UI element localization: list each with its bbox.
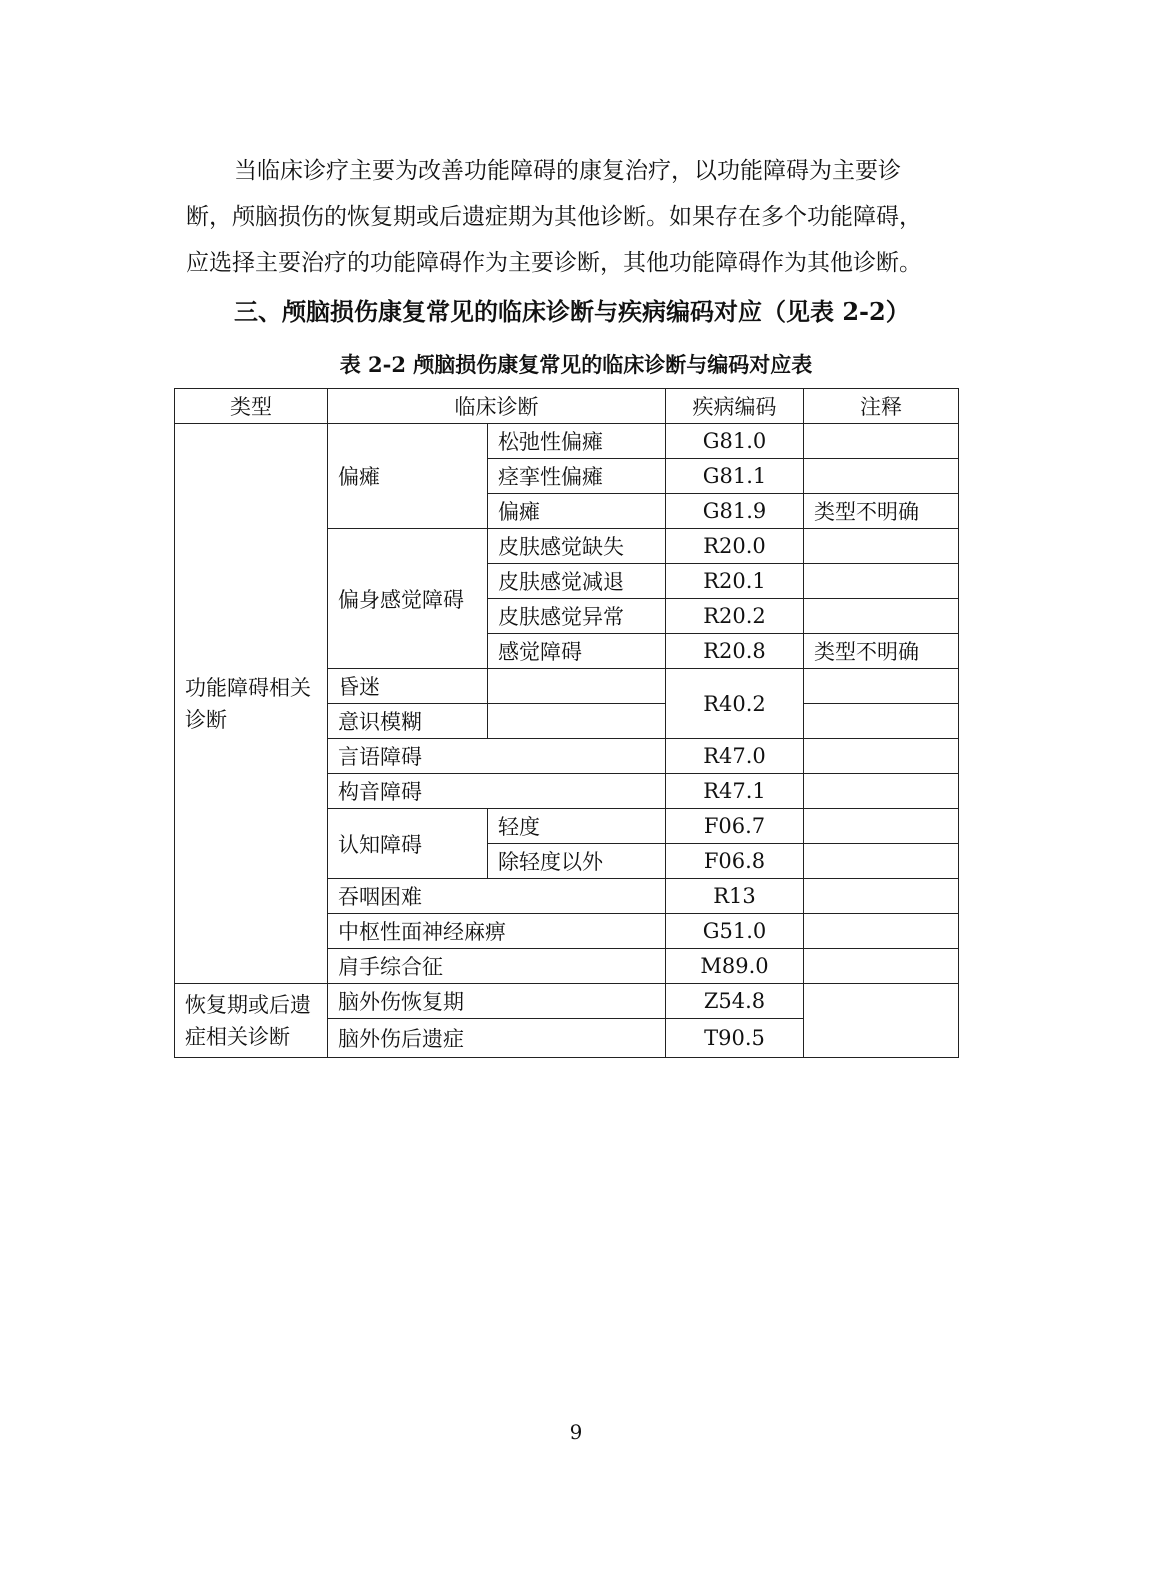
- empty-cell: [488, 669, 666, 704]
- disease-code: R20.2: [666, 599, 804, 634]
- table-header-row: [175, 389, 959, 424]
- sub-diagnosis: 除轻度以外: [488, 844, 666, 879]
- disease-code: F06.8: [666, 844, 804, 879]
- disease-code: G81.9: [666, 494, 804, 529]
- disease-code: R20.0: [666, 529, 804, 564]
- disease-code: M89.0: [666, 949, 804, 984]
- sub-diagnosis: 皮肤感觉异常: [488, 599, 666, 634]
- sub-diagnosis: 偏瘫: [488, 494, 666, 529]
- note: [804, 739, 959, 774]
- note: [804, 914, 959, 949]
- diagnosis: 脑外伤恢复期: [328, 984, 666, 1019]
- table-caption: 表 2-2 颅脑损伤康复常见的临床诊断与编码对应表: [339, 352, 813, 377]
- diagnosis: 吞咽困难: [328, 879, 666, 914]
- disease-code: R20.1: [666, 564, 804, 599]
- note: [804, 704, 959, 739]
- type-recovery: 恢复期或后遗症相关诊断: [175, 984, 328, 1058]
- body-paragraph: [186, 148, 956, 286]
- sub-diagnosis: 皮肤感觉缺失: [488, 529, 666, 564]
- disease-code: G81.0: [666, 424, 804, 459]
- note: [804, 844, 959, 879]
- disease-code: T90.5: [666, 1019, 804, 1058]
- diagnosis-group-cognitive: 认知障碍: [328, 809, 488, 879]
- note: [804, 669, 959, 704]
- diagnosis: 言语障碍: [328, 739, 666, 774]
- disease-code: Z54.8: [666, 984, 804, 1019]
- header-type: 类型: [175, 389, 328, 424]
- diagnosis: 脑外伤后遗症: [328, 1019, 666, 1058]
- note: 类型不明确: [804, 494, 959, 529]
- disease-code: F06.7: [666, 809, 804, 844]
- note: [804, 424, 959, 459]
- diagnosis-group-sensory: 偏身感觉障碍: [328, 529, 488, 669]
- empty-cell: [488, 704, 666, 739]
- table-row: [175, 424, 959, 459]
- diagnosis-code-table: [174, 388, 959, 1058]
- note: [804, 564, 959, 599]
- header-note: 注释: [804, 389, 959, 424]
- diagnosis: 意识模糊: [328, 704, 488, 739]
- sub-diagnosis: 感觉障碍: [488, 634, 666, 669]
- sub-diagnosis: 松弛性偏瘫: [488, 424, 666, 459]
- note: [804, 529, 959, 564]
- disease-code: R20.8: [666, 634, 804, 669]
- diagnosis-group-hemiplegia: 偏瘫: [328, 424, 488, 529]
- sub-diagnosis: 皮肤感觉减退: [488, 564, 666, 599]
- diagnosis: 昏迷: [328, 669, 488, 704]
- table-row: [175, 984, 959, 1019]
- diagnosis: 构音障碍: [328, 774, 666, 809]
- note: [804, 949, 959, 984]
- diagnosis: 肩手综合征: [328, 949, 666, 984]
- sub-diagnosis: 痉挛性偏瘫: [488, 459, 666, 494]
- note: 类型不明确: [804, 634, 959, 669]
- header-diagnosis: 临床诊断: [328, 389, 666, 424]
- type-functional: 功能障碍相关诊断: [175, 424, 328, 984]
- disease-code: G51.0: [666, 914, 804, 949]
- disease-code: R47.0: [666, 739, 804, 774]
- sub-diagnosis: 轻度: [488, 809, 666, 844]
- disease-code: R13: [666, 879, 804, 914]
- section-heading: 三、颅脑损伤康复常见的临床诊断与疾病编码对应（见表 2-2）: [234, 297, 910, 326]
- note: [804, 984, 959, 1058]
- note: [804, 879, 959, 914]
- disease-code: G81.1: [666, 459, 804, 494]
- disease-code: R40.2: [666, 669, 804, 739]
- disease-code: R47.1: [666, 774, 804, 809]
- paragraph-line: 应选择主要治疗的功能障碍作为主要诊断，其他功能障碍作为其他诊断。: [186, 250, 922, 276]
- note: [804, 599, 959, 634]
- paragraph-line: 当临床诊疗主要为改善功能障碍的康复治疗，以功能障碍为主要诊: [234, 158, 901, 184]
- paragraph-line: 断，颅脑损伤的恢复期或后遗症期为其他诊断。如果存在多个功能障碍，: [186, 204, 922, 230]
- page-number: 9: [569, 1420, 583, 1444]
- note: [804, 774, 959, 809]
- note: [804, 459, 959, 494]
- diagnosis: 中枢性面神经麻痹: [328, 914, 666, 949]
- note: [804, 809, 959, 844]
- header-code: 疾病编码: [666, 389, 804, 424]
